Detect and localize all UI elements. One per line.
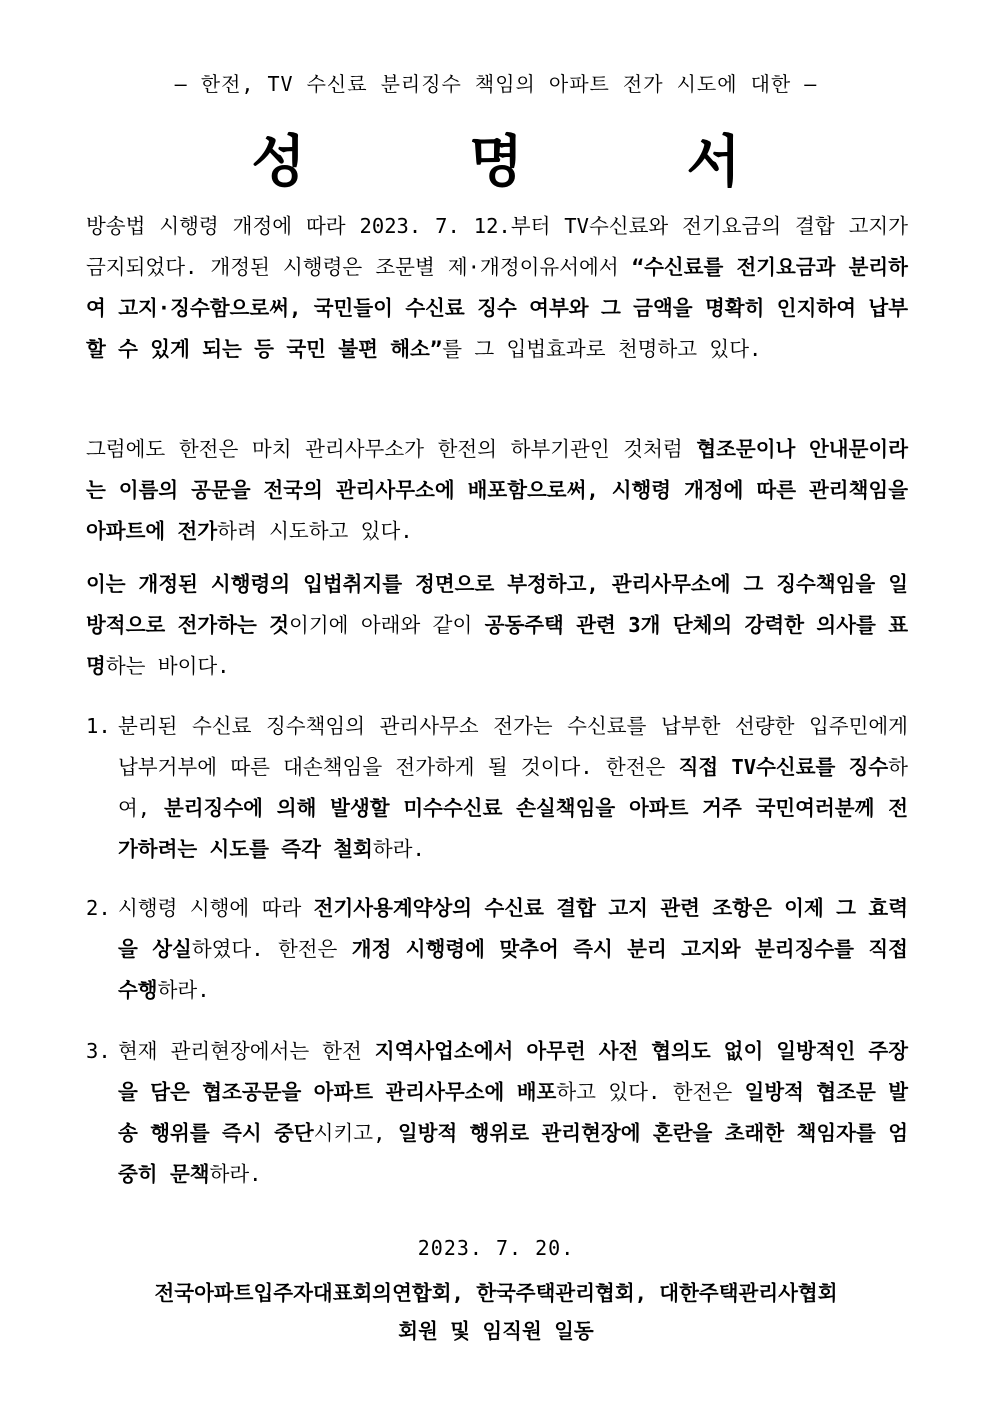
demand-item-2 bbox=[86, 888, 908, 1011]
signatory-organizations: 전국아파트입주자대표회의연합회, 한국주택관리협회, 대한주택관리사협회 bbox=[154, 1281, 838, 1305]
demand-item-3-emphasis-b: 지역사업소에서 아무런 사전 협의도 없이 일방적인 주장을 담은 협조공문을 아파트 관리사무소에 배포 bbox=[118, 1039, 908, 1104]
paragraph-1-quote: “수신료를 전기요금과 분리하여 고지·징수함으로써, 국민들이 수신료 징수 여부와 그 금액을 명확히 인지하여 납부할 수 있게 되는 등 국민 불편 해소” bbox=[86, 255, 908, 361]
paragraph-2-emphasis: 협조문이나 안내문이라는 이름의 공문을 전국의 관리사무소에 배포함으로써, 시행령 개정에 따른 관리책임을 아파트에 전가 bbox=[86, 437, 908, 543]
paragraph-1-text-a: 방송법 시행령 개정에 따라 2023. 7. 12.부터 TV수신료와 전기요금의 결합 고지가 금지되었다. 개정된 시행령은 조문별 제·개정이유서에서 bbox=[86, 214, 908, 279]
demand-item-1-emphasis-d: 분리징수에 의해 발생할 미수수신료 손실책임을 아파트 거주 국민여러분께 전가하려는 시도를 즉각 철회 bbox=[118, 796, 908, 861]
paragraph-2-text-a: 그럼에도 한전은 마치 관리사무소가 한전의 하부기관인 것처럼 bbox=[86, 437, 697, 461]
paragraph-2 bbox=[86, 429, 908, 552]
demand-item-1-number: 1. bbox=[86, 714, 111, 738]
demand-item-1-text-c: 하여, bbox=[118, 755, 908, 820]
demand-item-3-emphasis-f: 일방적 행위로 관리현장에 혼란을 초래한 책임자를 엄중히 문책 bbox=[118, 1121, 909, 1186]
paragraph-1-text-c: 를 그 입법효과로 천명하고 있다. bbox=[442, 337, 762, 361]
paragraph-3-text-d: 하는 바이다. bbox=[105, 654, 230, 678]
statement-date: 2023. 7. 20. bbox=[417, 1236, 575, 1260]
statement-subtitle: – 한전, TV 수신료 분리징수 책임의 아파트 전가 시도에 대한 – bbox=[174, 72, 818, 96]
paragraph-3-text-b: 이기에 아래와 같이 bbox=[289, 613, 485, 637]
demand-item-1 bbox=[86, 706, 908, 870]
statement-title: 성 명 서 bbox=[251, 129, 813, 195]
demand-item-1-emphasis-b: 직접 TV수신료를 징수 bbox=[678, 755, 889, 779]
demand-item-2-emphasis-b: 전기사용계약상의 수신료 결합 고지 관련 조항은 이제 그 효력을 상실 bbox=[118, 896, 909, 961]
demand-item-2-text-c: 하였다. 한전은 bbox=[191, 937, 352, 961]
demand-item-2-number: 2. bbox=[86, 896, 111, 920]
demand-item-3 bbox=[86, 1031, 908, 1195]
demand-item-1-text-e: 하라. bbox=[372, 837, 425, 861]
demand-item-3-text-a: 현재 관리현장에서는 한전 bbox=[118, 1039, 375, 1063]
paragraph-3-emphasis-c: 공동주택 관련 3개 단체의 강력한 의사를 표명 bbox=[86, 613, 909, 678]
signatory-block bbox=[0, 1274, 992, 1350]
demand-item-1-text-a: 분리된 수신료 징수책임의 관리사무소 전가는 수신료를 납부한 선량한 입주민에게 납부거부에 따른 대손책임을 전가하게 될 것이다. 한전은 bbox=[118, 714, 908, 779]
paragraph-2-text-c: 하려 시도하고 있다. bbox=[217, 519, 413, 543]
paragraph-3-emphasis-a: 이는 개정된 시행령의 입법취지를 정면으로 부정하고, 관리사무소에 그 징수책임을 일방적으로 전가하는 것 bbox=[86, 572, 908, 637]
paragraph-3 bbox=[86, 564, 908, 687]
demand-item-3-emphasis-d: 일방적 협조문 발송 행위를 즉시 중단 bbox=[118, 1080, 908, 1145]
demand-item-3-number: 3. bbox=[86, 1039, 111, 1063]
demand-item-3-text-g: 하라. bbox=[209, 1162, 262, 1186]
demand-item-3-text-c: 하고 있다. 한전은 bbox=[556, 1080, 745, 1104]
demand-item-3-text-e: 시키고, bbox=[313, 1121, 398, 1145]
demand-item-2-emphasis-d: 개정 시행령에 맞추어 즉시 분리 고지와 분리징수를 직접 수행 bbox=[118, 937, 908, 1002]
paragraph-1 bbox=[86, 206, 908, 370]
signatory-members: 회원 및 임직원 일동 bbox=[398, 1319, 594, 1343]
demand-item-2-text-a: 시행령 시행에 따라 bbox=[118, 896, 314, 920]
demand-item-2-text-e: 하라. bbox=[157, 978, 210, 1002]
